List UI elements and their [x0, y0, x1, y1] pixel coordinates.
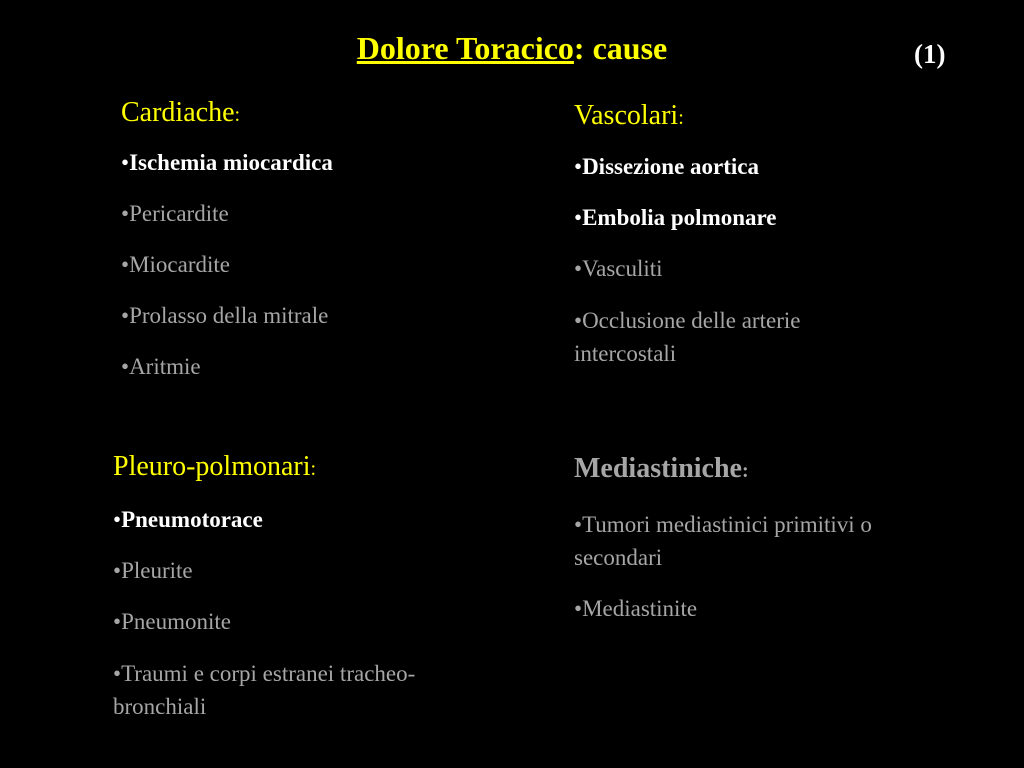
section-heading-colon: :: [678, 107, 684, 129]
bullet-icon: •: [574, 154, 583, 179]
section-heading: [121, 96, 521, 132]
list-item-text: Miocardite: [129, 252, 230, 277]
list-item-text: Aritmie: [129, 354, 201, 379]
list-item-text: Pericardite: [129, 201, 229, 226]
section-mediastiniche: [574, 452, 934, 625]
list-item-text: Pneumotorace: [121, 507, 263, 532]
list-item: [113, 555, 498, 587]
bullet-icon: •: [121, 303, 130, 328]
bullet-icon: •: [113, 609, 122, 634]
section-heading-colon: :: [310, 458, 317, 480]
bullet-icon: •: [574, 512, 583, 537]
section-cardiache: [121, 96, 521, 383]
bullet-icon: •: [574, 596, 583, 621]
bullet-icon: •: [574, 256, 583, 281]
list-item: [113, 606, 498, 638]
list-item: [574, 253, 874, 285]
list-item-text: Vasculiti: [582, 256, 663, 281]
bullet-icon: •: [121, 354, 130, 379]
section-heading-text: Mediastiniche: [574, 453, 742, 484]
list-item: [121, 198, 521, 230]
slide-title-underlined: Dolore Toracico: [356, 30, 574, 66]
bullet-icon: •: [121, 252, 130, 277]
bullet-icon: •: [574, 308, 583, 333]
section-heading: [113, 450, 498, 486]
list-item-text: Embolia polmonare: [582, 205, 777, 230]
list-item-text: Traumi e corpi estranei tracheo-bronchiali: [113, 661, 416, 719]
list-item: [121, 147, 521, 179]
section-heading-text: Cardiache: [121, 97, 235, 128]
list-item: [574, 508, 934, 574]
bullet-icon: •: [113, 661, 122, 686]
section-heading-text: Pleuro-polmonari: [113, 451, 311, 482]
section-heading-text: Vascolari: [574, 100, 679, 131]
section-vascolari: [574, 99, 874, 370]
list-item-text: Ischemia miocardica: [129, 150, 333, 175]
slide-title: [0, 28, 1024, 68]
bullet-icon: •: [121, 150, 130, 175]
bullet-icon: •: [121, 201, 130, 226]
list-item: [574, 151, 874, 183]
list-item-text: Occlusione delle arterie intercostali: [574, 308, 801, 366]
slide-number: (1): [914, 39, 946, 69]
list-item-text: Mediastinite: [582, 596, 698, 621]
list-item: [574, 202, 874, 234]
section-pleuro-polmonari: [113, 450, 498, 723]
list-item: [574, 304, 874, 370]
list-item: [121, 300, 521, 332]
list-item: [121, 351, 521, 383]
bullet-icon: •: [113, 558, 122, 583]
list-item-text: Pneumonite: [121, 609, 231, 634]
list-item-text: Pleurite: [121, 558, 193, 583]
list-item: [121, 249, 521, 281]
slide-title-rest: : cause: [573, 30, 668, 66]
list-item: [574, 593, 934, 625]
list-item: [113, 504, 498, 536]
section-heading: [574, 452, 934, 488]
list-item-text: Dissezione aortica: [582, 154, 759, 179]
list-item-text: Tumori mediastinici primitivi o secondari: [574, 512, 872, 570]
section-heading-colon: :: [234, 104, 241, 126]
list-item-text: Prolasso della mitrale: [129, 303, 329, 328]
bullet-icon: •: [113, 507, 122, 532]
section-heading-colon: :: [742, 460, 749, 482]
bullet-icon: •: [574, 205, 583, 230]
list-item: [113, 657, 498, 723]
section-heading: [574, 99, 874, 135]
